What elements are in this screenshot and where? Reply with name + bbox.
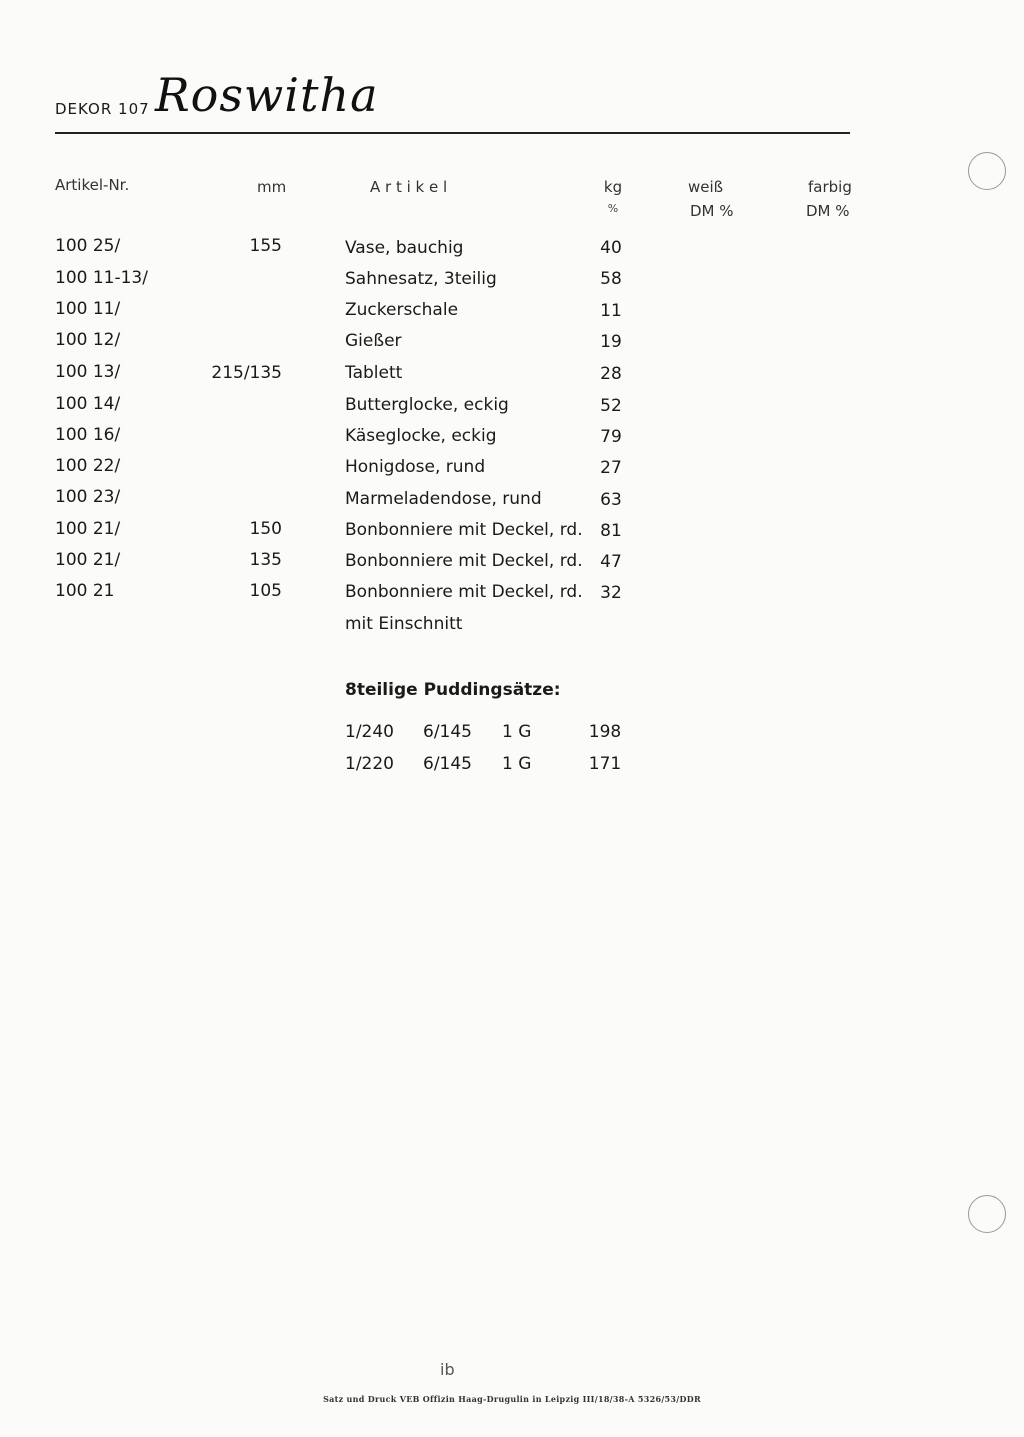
dekor-label: DEKOR 107 (55, 100, 150, 118)
article-nr: 100 12/ (55, 330, 121, 350)
article-nr: 100 22/ (55, 456, 121, 476)
article-kg: 58 (600, 269, 622, 289)
article-kg: 63 (600, 490, 622, 510)
pudding-portion: 6/145 (423, 754, 472, 774)
pudding-size: 1/240 (345, 722, 394, 742)
article-name: Honigdose, rund (345, 457, 486, 477)
article-kg: 81 (600, 521, 622, 541)
article-nr: 100 21 (55, 581, 115, 601)
article-kg: 40 (600, 238, 622, 258)
col-header-farbig: farbig (808, 178, 852, 196)
article-nr: 100 21/ (55, 550, 121, 570)
article-mm: 215/135 (211, 363, 282, 383)
article-name: Zuckerschale (345, 300, 459, 320)
article-name: Tablett (345, 363, 403, 383)
article-kg: 52 (600, 396, 622, 416)
col-header-farbig-unit: DM % (806, 202, 850, 220)
article-kg: 27 (600, 458, 622, 478)
punch-hole (968, 152, 1006, 190)
article-kg: 32 (600, 583, 622, 603)
article-nr: 100 11-13/ (55, 268, 148, 288)
article-name: Butterglocke, eckig (345, 395, 509, 415)
article-mm: 155 (249, 236, 282, 256)
article-mm: 105 (249, 581, 282, 601)
article-name: Gießer (345, 331, 402, 351)
article-kg: 47 (600, 552, 622, 572)
article-nr: 100 14/ (55, 394, 121, 414)
article-nr: 100 25/ (55, 236, 121, 256)
printer-mark: ib (440, 1360, 455, 1379)
article-mm: 135 (249, 550, 282, 570)
header-rule (55, 132, 850, 134)
page-title: Roswitha (155, 68, 379, 122)
col-header-mm: mm (257, 178, 287, 196)
col-header-kg: kg (603, 178, 623, 196)
article-kg: 28 (600, 364, 622, 384)
col-header-artikel: A r t i k e l (370, 178, 448, 196)
col-header-weiss: weiß (688, 178, 724, 196)
article-kg: 11 (600, 301, 622, 321)
pudding-kg: 198 (588, 722, 622, 742)
article-nr: 100 13/ (55, 362, 121, 382)
pudding-section-title: 8teilige Puddingsätze: (345, 680, 561, 700)
article-nr: 100 16/ (55, 425, 121, 445)
article-name: Käseglocke, eckig (345, 426, 497, 446)
article-name: Marmeladendose, rund (345, 489, 542, 509)
col-header-artikel-nr: Artikel-Nr. (55, 176, 130, 194)
pudding-set: 1 G (502, 722, 532, 742)
article-nr: 100 11/ (55, 299, 121, 319)
printer-imprint: Satz und Druck VEB Offizin Haag-Drugulin in Leipzig III/18/38-A 5326/53/DDR (323, 1394, 701, 1404)
article-kg: 19 (600, 332, 622, 352)
pudding-portion: 6/145 (423, 722, 472, 742)
punch-hole (968, 1195, 1006, 1233)
article-name: Sahnesatz, 3teilig (345, 269, 497, 289)
col-header-weiss-unit: DM % (690, 202, 734, 220)
article-name: Bonbonniere mit Deckel, rd. (345, 520, 583, 540)
article-mm: 150 (249, 519, 282, 539)
article-nr: 100 21/ (55, 519, 121, 539)
article-name: Vase, bauchig (345, 238, 464, 258)
pudding-set: 1 G (502, 754, 532, 774)
article-name: Bonbonniere mit Deckel, rd. (345, 551, 583, 571)
article-nr: 100 23/ (55, 487, 121, 507)
article-kg: 79 (600, 427, 622, 447)
pudding-kg: 171 (588, 754, 622, 774)
article-name: Bonbonniere mit Deckel, rd. (345, 582, 583, 602)
pudding-size: 1/220 (345, 754, 394, 774)
article-note: mit Einschnitt (345, 614, 463, 634)
col-header-kg-unit: % (607, 202, 619, 215)
